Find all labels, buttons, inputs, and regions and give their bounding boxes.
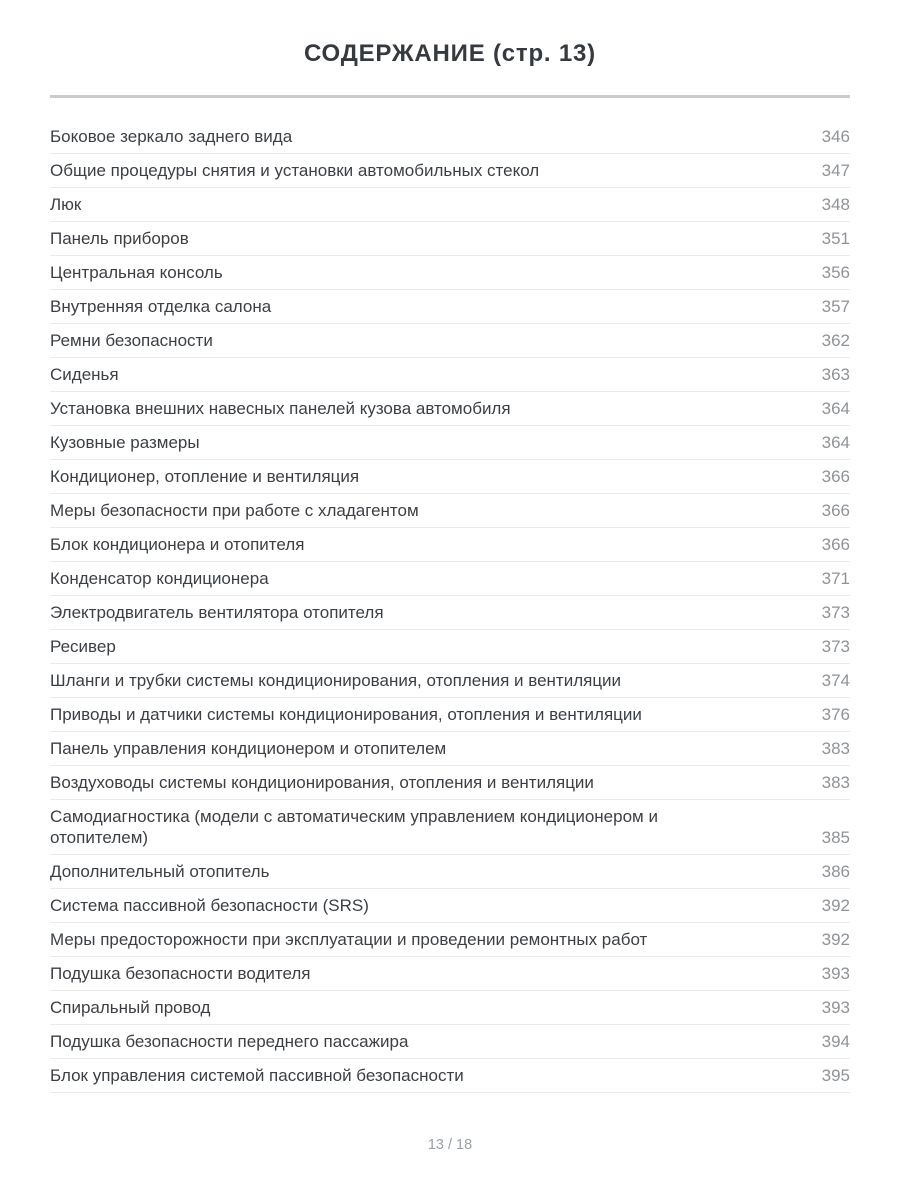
toc-row[interactable] (50, 991, 850, 1025)
toc-entry-label: Конденсатор кондиционера (50, 569, 269, 588)
toc-entry-page-number: 347 (821, 161, 850, 180)
toc-entry-label: Панель управления кондиционером и отопителем (50, 739, 447, 758)
toc-entry-label: Ремни безопасности (50, 331, 213, 350)
toc-entry-label: Установка внешних навесных панелей кузова автомобиля (50, 399, 511, 418)
toc-row[interactable] (50, 256, 850, 290)
toc-row[interactable] (50, 188, 850, 222)
toc-entry-page-number: 348 (821, 195, 850, 214)
toc-entry-label: Боковое зеркало заднего вида (50, 127, 293, 146)
toc-entry-label: Система пассивной безопасности (SRS) (50, 896, 369, 915)
toc-entry-page-number: 393 (821, 964, 850, 983)
toc-entry-label: Электродвигатель вентилятора отопителя (50, 603, 384, 622)
toc-entry-page-number: 366 (821, 535, 850, 554)
toc-entry-label: Панель приборов (50, 229, 189, 248)
toc-row[interactable] (50, 494, 850, 528)
toc-entry-label: Блок кондиционера и отопителя (50, 535, 305, 554)
title-divider (50, 95, 850, 98)
toc-row[interactable] (50, 1059, 850, 1093)
toc-row[interactable] (50, 154, 850, 188)
toc-row[interactable] (50, 800, 850, 855)
toc-entry-label: Ресивер (50, 637, 116, 656)
toc-entry-label: Шланги и трубки системы кондиционирования, отопления и вентиляции (50, 671, 622, 690)
toc-row[interactable] (50, 596, 850, 630)
toc-entry-label: Блок управления системой пассивной безопасности (50, 1066, 464, 1085)
toc-list (50, 120, 850, 1093)
toc-row[interactable] (50, 698, 850, 732)
toc-entry-page-number: 393 (821, 998, 850, 1017)
toc-entry-label: Дополнительный отопитель (50, 862, 270, 881)
toc-entry-page-number: 373 (821, 603, 850, 622)
toc-entry-page-number: 362 (821, 331, 850, 350)
toc-row[interactable] (50, 120, 850, 154)
toc-entry-label: Самодиагностика (модели с автоматическим управлением кондиционером и отопителем) (50, 807, 658, 847)
toc-row[interactable] (50, 358, 850, 392)
toc-entry-page-number: 386 (821, 862, 850, 881)
toc-entry-label: Кузовные размеры (50, 433, 200, 452)
toc-row[interactable] (50, 855, 850, 889)
toc-entry-page-number: 376 (821, 705, 850, 724)
toc-entry-page-number: 364 (821, 399, 850, 418)
page-indicator: 13 / 18 (427, 1137, 473, 1153)
toc-row[interactable] (50, 923, 850, 957)
toc-entry-label: Люк (50, 195, 82, 214)
toc-entry-page-number: 394 (821, 1032, 850, 1051)
toc-row[interactable] (50, 426, 850, 460)
toc-entry-page-number: 346 (821, 127, 850, 146)
toc-entry-page-number: 351 (821, 229, 850, 248)
toc-entry-label: Сиденья (50, 365, 119, 384)
toc-entry-label: Подушка безопасности переднего пассажира (50, 1032, 409, 1051)
toc-entry-page-number: 383 (821, 773, 850, 792)
toc-entry-label: Кондиционер, отопление и вентиляция (50, 467, 360, 486)
toc-entry-page-number: 371 (821, 569, 850, 588)
toc-page (50, 0, 850, 1153)
toc-row[interactable] (50, 392, 850, 426)
toc-entry-page-number: 363 (821, 365, 850, 384)
toc-entry-label: Воздуховоды системы кондиционирования, отопления и вентиляции (50, 773, 594, 792)
toc-row[interactable] (50, 732, 850, 766)
toc-row[interactable] (50, 766, 850, 800)
toc-entry-page-number: 383 (821, 739, 850, 758)
toc-entry-label: Общие процедуры снятия и установки автомобильных стекол (50, 161, 540, 180)
toc-entry-label: Подушка безопасности водителя (50, 964, 311, 983)
toc-entry-page-number: 373 (821, 637, 850, 656)
toc-row[interactable] (50, 957, 850, 991)
toc-row[interactable] (50, 562, 850, 596)
toc-entry-label: Внутренняя отделка салона (50, 297, 272, 316)
toc-entry-page-number: 392 (821, 896, 850, 915)
toc-entry-page-number: 356 (821, 263, 850, 282)
page-title: СОДЕРЖАНИЕ (стр. 13) (304, 40, 596, 67)
toc-entry-page-number: 366 (821, 501, 850, 520)
toc-entry-label: Спиральный провод (50, 998, 211, 1017)
toc-row[interactable] (50, 664, 850, 698)
toc-row[interactable] (50, 324, 850, 358)
toc-entry-page-number: 392 (821, 930, 850, 949)
toc-entry-page-number: 385 (821, 828, 850, 847)
toc-entry-page-number: 357 (821, 297, 850, 316)
toc-row[interactable] (50, 222, 850, 256)
toc-row[interactable] (50, 889, 850, 923)
toc-entry-page-number: 366 (821, 467, 850, 486)
toc-row[interactable] (50, 1025, 850, 1059)
toc-entry-label: Приводы и датчики системы кондиционирования, отопления и вентиляции (50, 705, 642, 724)
toc-row[interactable] (50, 528, 850, 562)
toc-entry-label: Меры предосторожности при эксплуатации и проведении ремонтных работ (50, 930, 648, 949)
toc-entry-label: Меры безопасности при работе с хладагентом (50, 501, 419, 520)
toc-entry-page-number: 364 (821, 433, 850, 452)
toc-row[interactable] (50, 290, 850, 324)
toc-entry-page-number: 374 (821, 671, 850, 690)
toc-entry-label: Центральная консоль (50, 263, 223, 282)
toc-entry-page-number: 395 (821, 1066, 850, 1085)
toc-row[interactable] (50, 630, 850, 664)
toc-row[interactable] (50, 460, 850, 494)
